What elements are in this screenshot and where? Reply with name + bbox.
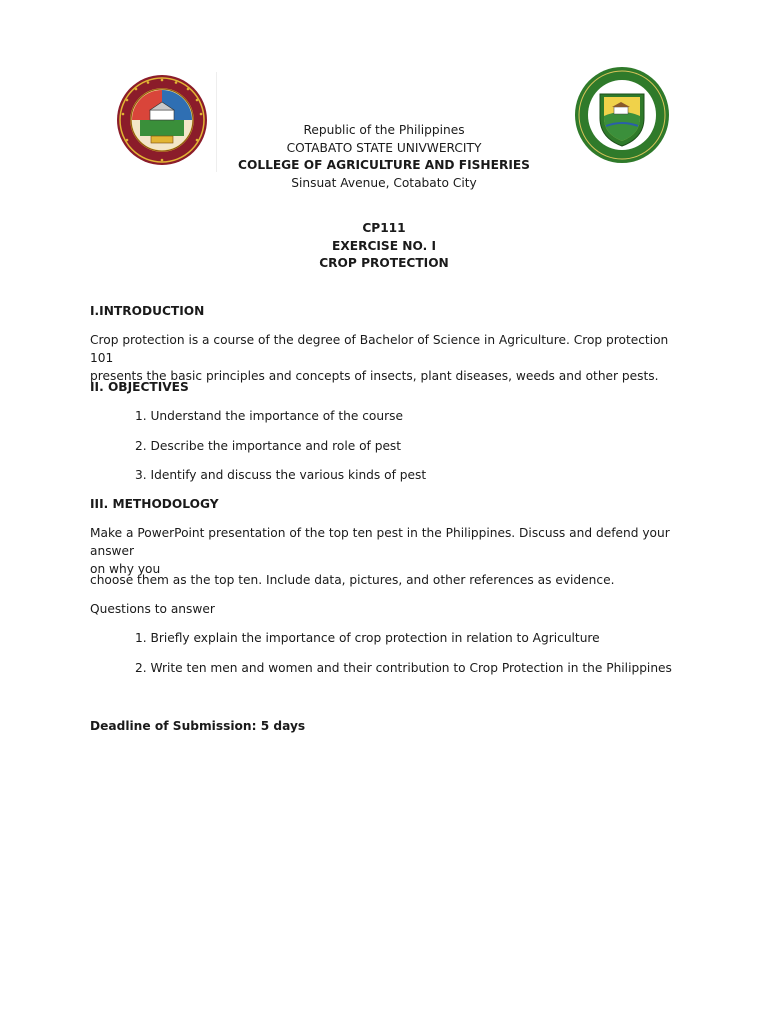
university-name: COTABATO STATE UNIVWERCITY (286, 140, 482, 155)
introduction-line-2: presents the basic principles and concepts of insects, plant diseases, weeds and other pests. (90, 369, 659, 383)
methodology-heading: III. METHODOLOGY (90, 497, 219, 511)
introduction-heading: I.INTRODUCTION (90, 304, 205, 318)
deadline-line: Deadline of Submission: 5 days (90, 719, 306, 733)
introduction-text (90, 331, 680, 385)
republic-line: Republic of the Philippines (303, 123, 465, 137)
methodology-paragraph-2: choose them as the top ten. Include data, pictures, and other references as evidence. (90, 573, 615, 587)
methodology-line-1: Make a PowerPoint presentation of the top ten pest in the Philippines. Discuss and defend your answer (90, 526, 670, 558)
subject-title: CROP PROTECTION (319, 256, 449, 270)
objective-item-2: 2. Describe the importance and role of pest (135, 439, 402, 453)
exercise-number: EXERCISE NO. I (332, 238, 436, 253)
document-header (0, 122, 768, 192)
question-item-1: 1. Briefly explain the importance of crop protection in relation to Agriculture (135, 631, 600, 645)
objectives-heading: II. OBJECTIVES (90, 380, 189, 394)
objective-item-3: 3. Identify and discuss the various kinds of pest (135, 468, 427, 482)
college-name: COLLEGE OF AGRICULTURE AND FISHERIES (238, 158, 530, 172)
objective-item-1: 1. Understand the importance of the course (135, 409, 403, 423)
address-line: Sinsuat Avenue, Cotabato City (291, 175, 477, 190)
questions-label: Questions to answer (90, 602, 215, 616)
methodology-line-2: on why you (90, 562, 161, 576)
methodology-paragraph-1 (90, 524, 680, 578)
introduction-line-1: Crop protection is a course of the degree of Bachelor of Science in Agriculture. Crop protection 101 (90, 333, 669, 365)
exercise-title-block (0, 220, 768, 273)
course-code: CP111 (362, 221, 406, 235)
question-item-2: 2. Write ten men and women and their contribution to Crop Protection in the Philippines (135, 661, 672, 675)
